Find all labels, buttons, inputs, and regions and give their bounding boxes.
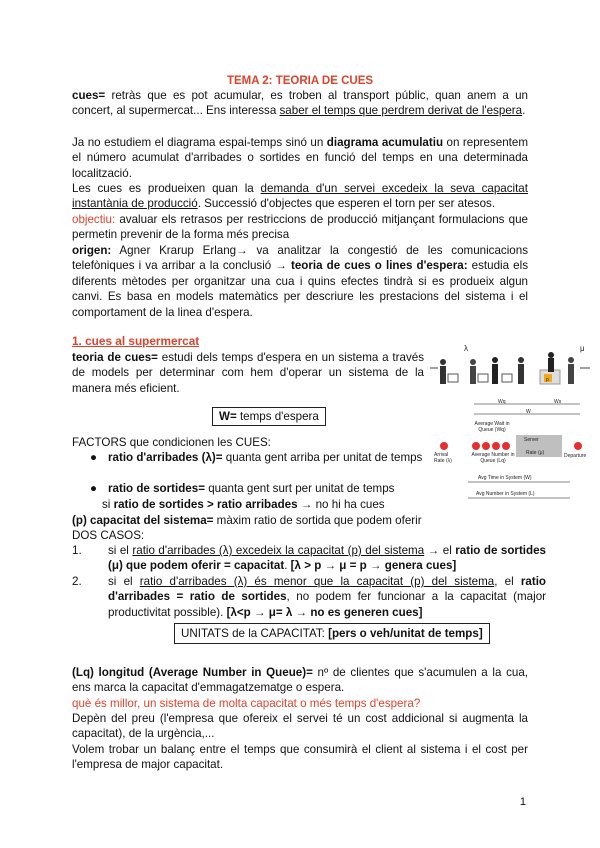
paragraph-objectiu bbox=[72, 212, 528, 243]
text: nº de clientes que s'acumulen a la cua, ens marca la capacitat d'emmagatzematge o espera. bbox=[72, 666, 528, 695]
text: . bbox=[522, 104, 526, 118]
sortides-condition bbox=[102, 497, 424, 512]
w-label: W bbox=[526, 409, 531, 415]
page-title: TEMA 2: TEORIA DE CUES bbox=[226, 75, 374, 87]
lq-paragraph bbox=[72, 665, 528, 696]
text: quanta gent arriba per unitat de temps bbox=[222, 451, 423, 464]
paragraph-origen bbox=[72, 243, 528, 320]
w-definition-box bbox=[212, 407, 326, 426]
underlined-text: saber el temps que perdrem derivat de l'espera bbox=[279, 104, 523, 118]
list-number: 2. bbox=[72, 575, 82, 588]
text: estudia els diferents mètodes per organitzar una cua i quins efectes tindrà si es produeix algun canvi. Es basa en models matemàtics per descriure les prestacions del sistema i el comportament de la linea d'espera. bbox=[72, 259, 528, 319]
list-number: 1. bbox=[72, 544, 82, 557]
bullet-arribades bbox=[90, 450, 424, 465]
text: retràs que es pot acumular, es troben al transport públic, quan anem a un concert, al supermercat... Ens interessa bbox=[72, 89, 528, 118]
page-number: 1 bbox=[519, 796, 526, 808]
text: quanta gent surt per unitat de temps bbox=[204, 482, 395, 495]
text: avaluar els retrasos per restriccions de producció mitjançant formulacions que permetin prevenir de la forma més precisa bbox=[72, 213, 528, 242]
lambda-label: λ bbox=[464, 344, 468, 353]
mu-label: μ bbox=[580, 344, 585, 353]
text: , el bbox=[494, 575, 521, 588]
avg-number-system-label: Avg Number in System (L) bbox=[476, 491, 535, 497]
paragraph-depen: Depèn del preu (l'empresa que ofereix el servei té un cost addicional si augmenta la capacitat), de la urgència,... bbox=[72, 712, 528, 741]
paragraph-demanda bbox=[72, 181, 528, 212]
text: Les cues es produeixen quan la bbox=[72, 182, 261, 195]
p-label: p bbox=[546, 377, 549, 383]
objectiu-label: objectiu: bbox=[72, 213, 116, 226]
bold-text: teoria de cues= bbox=[72, 351, 158, 364]
underlined-text: demanda d'un servei excedeix la seva capacitat instantània de producció bbox=[72, 182, 528, 211]
paragraph-balanc: Volem trobar un balanç entre el temps que consumirà el client al sistema i el cost per l'empresa de major capacitat. bbox=[72, 743, 528, 772]
arrival-label: Arrival Rate (λ) bbox=[434, 452, 452, 464]
bold-text: [λ<p → μ= λ → no es generen cues] bbox=[226, 605, 423, 619]
text: UNITATS de la CAPACITAT: bbox=[181, 627, 329, 640]
text: , no podem fer funcionar a la capacitat (major productivitat possible). bbox=[108, 590, 546, 619]
bold-text: teoria de cues o lines d'espera: bbox=[291, 259, 468, 273]
bold-text: diagrama acumulatiu bbox=[326, 136, 444, 149]
section-heading: 1. cues al supermercat bbox=[72, 334, 200, 348]
bold-text: ratio de sortides (μ) que podem oferir = capacitat bbox=[108, 544, 547, 573]
avg-number-label: Average Number in Queue (Lq) bbox=[471, 452, 515, 464]
paragraph-teoria bbox=[72, 350, 424, 396]
dos-casos: DOS CASOS: bbox=[72, 529, 145, 542]
bold-text: ratio d'arribades = ratio de sortides bbox=[108, 575, 546, 604]
text: . bbox=[284, 559, 291, 573]
text: estudi dels temps d'espera en un sistema a través de models per determinar com hem d'operar un sistema de la manera més eficient. bbox=[72, 351, 424, 395]
origen-label: origen: bbox=[72, 244, 112, 257]
ws-label: Ws bbox=[554, 399, 562, 405]
bullet-sortides bbox=[90, 481, 424, 496]
text: màxim ratio de sortida que podem oferir bbox=[213, 514, 422, 527]
shoppers-illustration bbox=[430, 352, 590, 384]
term-cues: cues= bbox=[72, 89, 106, 102]
bold-text: ratio de sortides > ratio arribades bbox=[113, 498, 298, 511]
question-line: què és millor, un sistema de molta capacitat o més temps d'espera? bbox=[72, 697, 421, 710]
text: si el bbox=[108, 575, 140, 588]
case-1 bbox=[72, 543, 547, 574]
bold-text: (p) capacitat del sistema= bbox=[72, 514, 214, 527]
text: si bbox=[102, 498, 114, 511]
departure-label: Departure bbox=[564, 453, 587, 459]
bullet-icon: ● bbox=[90, 482, 98, 495]
arrival-dot bbox=[440, 442, 448, 450]
paragraph-cues bbox=[72, 88, 528, 119]
factors-heading: FACTORS que condicionen les CUES: bbox=[72, 436, 271, 449]
paragraph-diagrama bbox=[72, 135, 528, 181]
underlined-text: ratio d'arribades (λ) és menor que la capacitat (p) del sistema bbox=[139, 575, 495, 588]
text: → no hi ha cues bbox=[297, 498, 385, 511]
wq-label: Wq bbox=[498, 399, 506, 405]
text: on representem el número acumulat d'arribades o sortides en funció del temps en una determinada localització. bbox=[72, 136, 528, 180]
bold-text: ratio de sortides= bbox=[108, 482, 205, 495]
server-label: Server bbox=[524, 437, 539, 443]
text: Ja no estudiem el diagrama espai-temps sinó un bbox=[72, 136, 327, 149]
bullet-icon: ● bbox=[90, 451, 98, 464]
avg-time-label: Avg Time in System (W) bbox=[478, 475, 532, 481]
text: Agner Krarup Erlang→ va analitzar la congestió de les comunicacions telefòniques i va arribar a la conclusió → bbox=[72, 244, 528, 273]
bold-text: (Lq) longitud (Average Number in Queue)= bbox=[72, 666, 313, 679]
departure-dot bbox=[574, 442, 582, 450]
bold-text: W= bbox=[219, 410, 237, 423]
bold-text: ratio d'arribades (λ)= bbox=[108, 451, 223, 464]
bold-text: [λ > p → μ = p → genera cues] bbox=[290, 559, 457, 573]
queue-diagram bbox=[430, 346, 595, 516]
unitats-box bbox=[174, 623, 490, 644]
bold-text: [pers o veh/unitat de temps] bbox=[328, 627, 483, 640]
text: → el bbox=[424, 544, 456, 557]
avg-wait-label: Average Wait in Queue (Wq) bbox=[474, 421, 510, 433]
rate-label: Rate (μ) bbox=[526, 450, 545, 456]
case-2 bbox=[72, 574, 546, 620]
text: temps d'espera bbox=[236, 410, 319, 423]
text: si el bbox=[108, 544, 133, 557]
text: . Successió d'objectes que esperen el torn per ser atesos. bbox=[197, 197, 496, 211]
underlined-text: ratio d'arribades (λ) excedeix la capacitat (p) del sistema bbox=[132, 544, 425, 557]
